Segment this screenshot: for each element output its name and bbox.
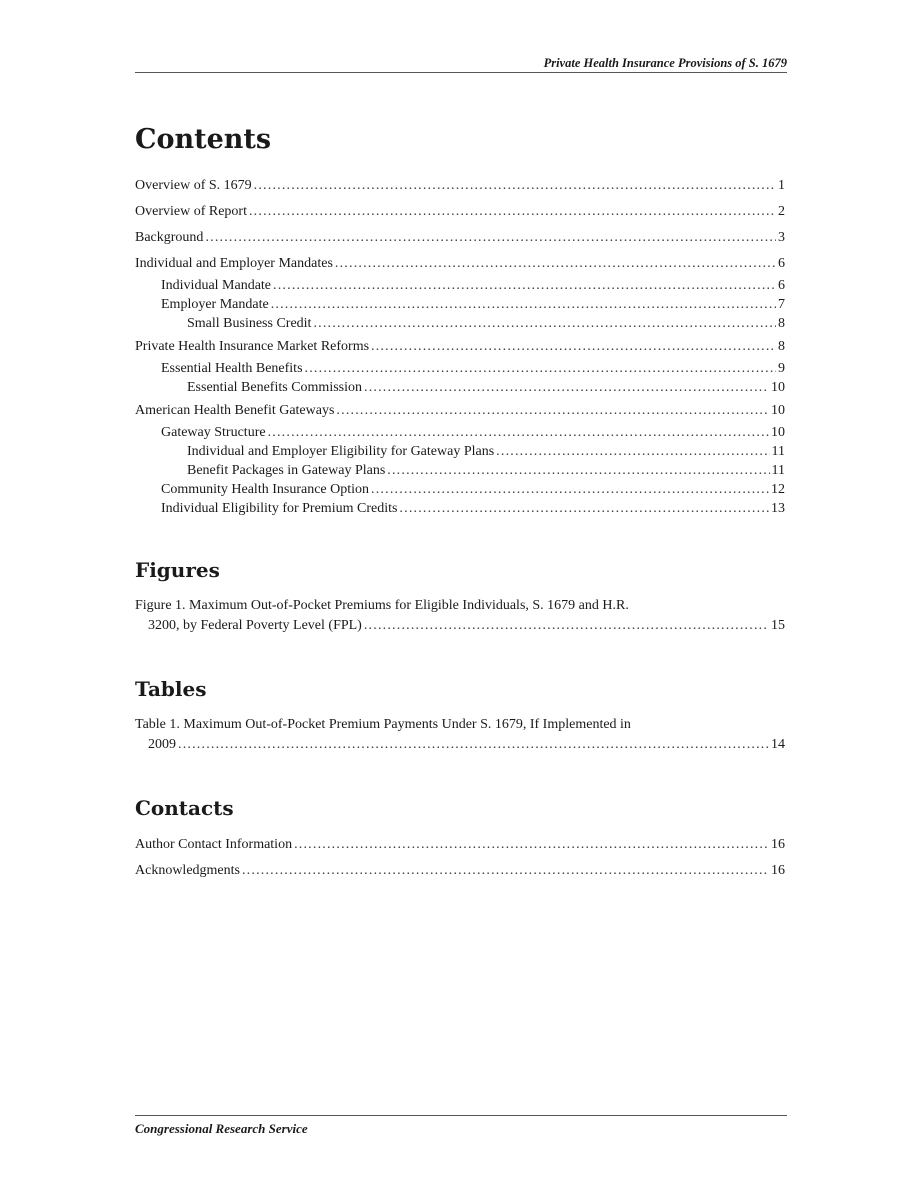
contact-entry[interactable] [135,861,785,880]
toc-page-number: 9 [778,361,785,376]
dot-leader [268,423,769,442]
toc-page-number: 11 [771,463,785,478]
table-entry[interactable] [135,735,785,754]
toc-page-number: 6 [778,278,785,293]
toc-entry[interactable] [135,176,785,195]
contact-entry[interactable] [135,835,785,854]
toc-entry[interactable] [135,202,785,221]
dot-leader [249,202,776,221]
toc-entry[interactable] [135,401,785,420]
toc-page-number: 10 [771,380,785,395]
toc-entry[interactable] [135,314,785,333]
toc-page-number: 13 [771,501,785,516]
toc-entry[interactable] [135,228,785,247]
figures-title: Figures [135,558,220,582]
toc-entry[interactable] [135,442,785,461]
toc-entry-label: Essential Benefits Commission [187,380,362,395]
toc-page-number: 8 [778,339,785,354]
toc-entry-label: Individual and Employer Mandates [135,256,333,271]
dot-leader [371,480,769,499]
toc-entry[interactable] [135,423,785,442]
toc-entry-label: American Health Benefit Gateways [135,403,335,418]
figure-entry[interactable] [135,616,785,635]
toc-entry-label: Background [135,230,204,245]
dot-leader [364,616,769,635]
toc-entry-label: Private Health Insurance Market Reforms [135,339,370,354]
dot-leader [364,378,769,397]
toc-entry[interactable] [135,499,785,518]
running-header: Private Health Insurance Provisions of S. 1679 [543,56,787,70]
dot-leader [254,176,776,195]
toc-entry[interactable] [135,480,785,499]
toc-page-number: 1 [778,178,785,193]
dot-leader [399,499,769,518]
toc-entry-label: Essential Health Benefits [161,361,303,376]
tables-title: Tables [135,677,207,701]
toc-entry-label: Community Health Insurance Option [161,482,370,497]
toc-page-number: 2 [778,204,785,219]
dot-leader [305,359,776,378]
dot-leader [371,337,776,356]
dot-leader [271,295,776,314]
toc-entry[interactable] [135,461,785,480]
toc-entry[interactable] [135,378,785,397]
contact-entry-label: Author Contact Information [135,837,293,852]
toc-page-number: 10 [771,425,785,440]
table-entry-line1[interactable]: Table 1. Maximum Out-of-Pocket Premium Payments Under S. 1679, If Implemented in [135,717,631,732]
toc-entry-label: Individual and Employer Eligibility for Gateway Plans [187,444,495,459]
toc-entry-label: Small Business Credit [187,316,312,331]
contents-title: Contents [135,124,272,155]
toc-page-number: 16 [771,837,785,852]
header-rule [135,72,787,73]
toc-entry-label: Benefit Packages in Gateway Plans [187,463,386,478]
toc-page-number: 12 [771,482,785,497]
toc-entry[interactable] [135,337,785,356]
toc-entry-label: Employer Mandate [161,297,269,312]
running-footer: Congressional Research Service [135,1121,308,1136]
toc-page-number: 10 [771,403,785,418]
toc-page-number: 11 [771,444,785,459]
figure-entry-label: 3200, by Federal Poverty Level (FPL) [148,618,362,633]
contact-entry-label: Acknowledgments [135,863,240,878]
dot-leader [273,276,776,295]
toc-entry[interactable] [135,295,785,314]
toc-page-number: 8 [778,316,785,331]
toc-entry-label: Overview of Report [135,204,247,219]
table-entry-label: 2009 [148,737,176,752]
contacts-title: Contacts [135,796,234,820]
toc-page-number: 16 [771,863,785,878]
dot-leader [242,861,769,880]
dot-leader [335,254,776,273]
dot-leader [336,401,769,420]
dot-leader [313,314,776,333]
toc-entry[interactable] [135,276,785,295]
footer-rule [135,1115,787,1116]
dot-leader [496,442,769,461]
toc-entry-label: Gateway Structure [161,425,266,440]
toc-entry-label: Individual Mandate [161,278,272,293]
toc-page-number: 14 [771,737,785,752]
figure-entry-line1[interactable]: Figure 1. Maximum Out-of-Pocket Premiums for Eligible Individuals, S. 1679 and H.R. [135,598,629,613]
toc-page-number: 6 [778,256,785,271]
dot-leader [294,835,769,854]
toc-page-number: 7 [778,297,785,312]
dot-leader [387,461,769,480]
toc-entry[interactable] [135,359,785,378]
toc-page-number: 3 [778,230,785,245]
dot-leader [205,228,776,247]
toc-entry[interactable] [135,254,785,273]
toc-entry-label: Individual Eligibility for Premium Credits [161,501,398,516]
toc-page-number: 15 [771,618,785,633]
dot-leader [178,735,769,754]
toc-entry-label: Overview of S. 1679 [135,178,252,193]
